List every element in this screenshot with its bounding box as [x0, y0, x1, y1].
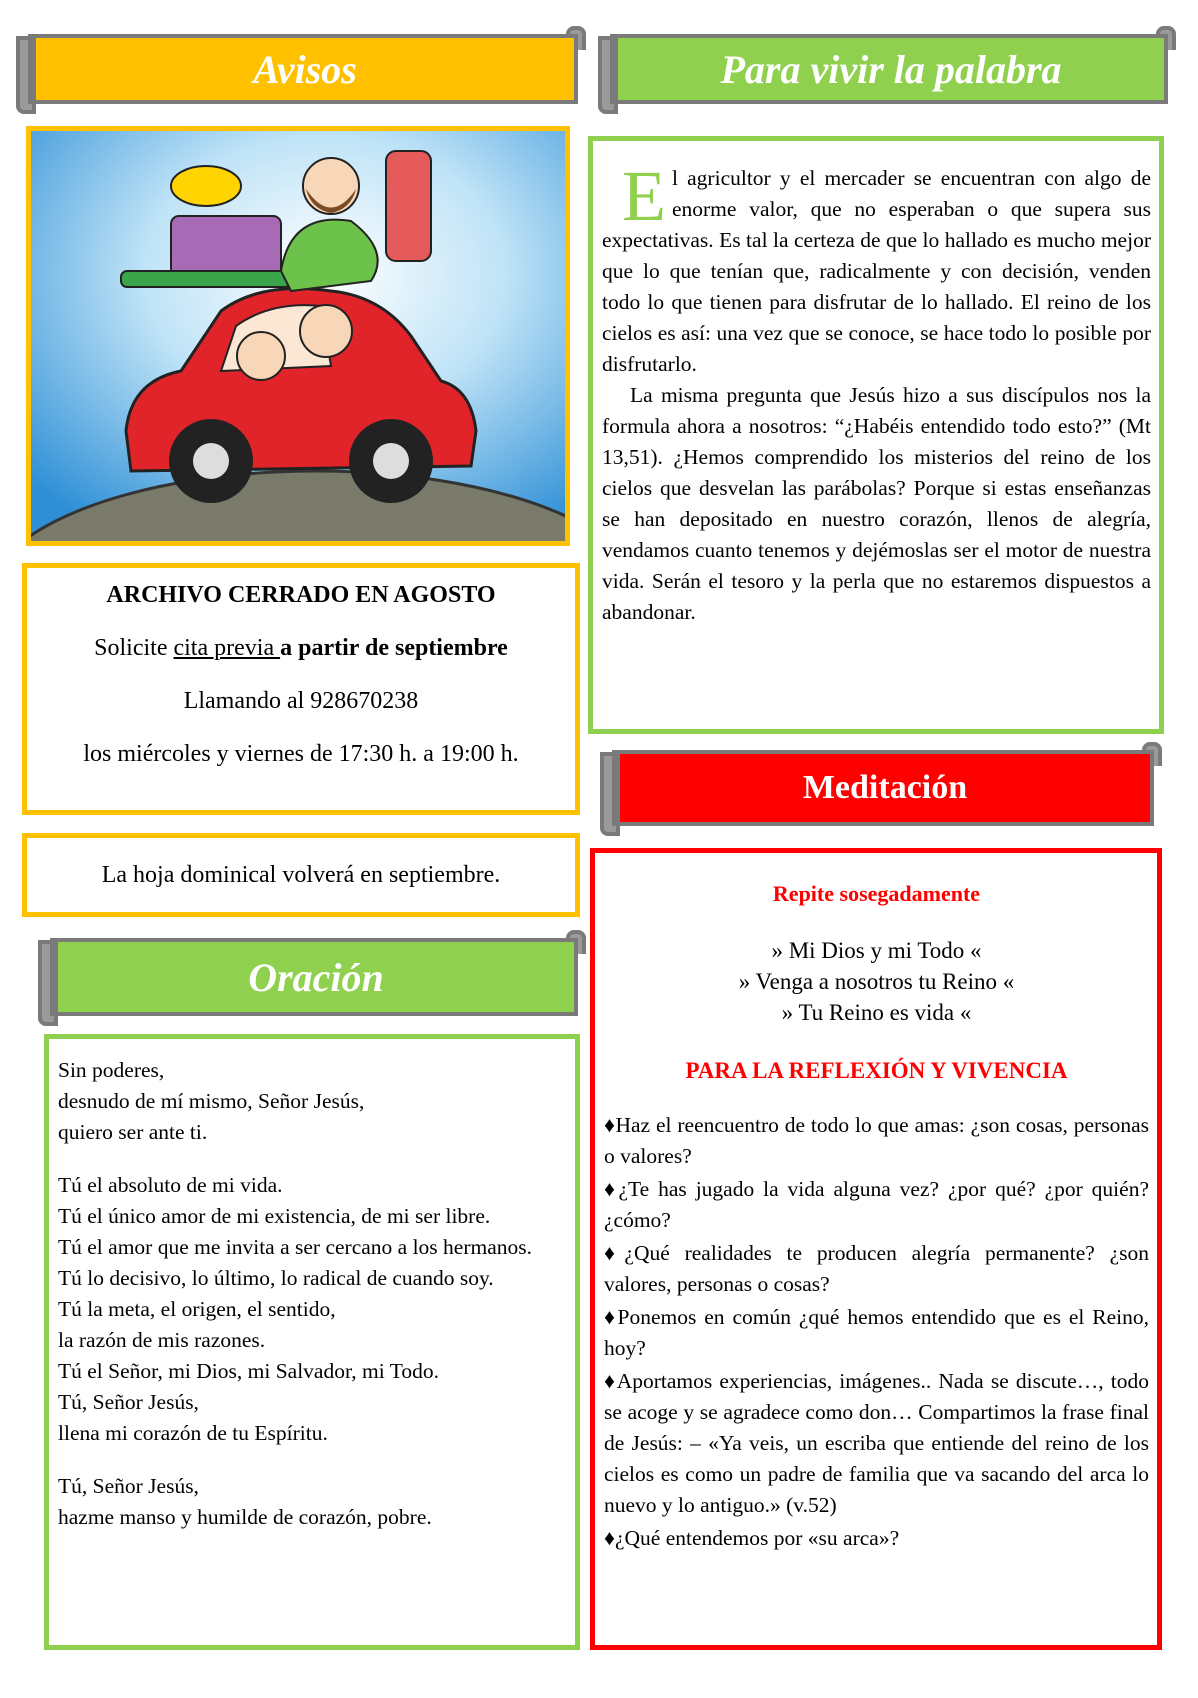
- reflexion-bullet: ♦¿Te has jugado la vida alguna vez? ¿por qué? ¿por quién? ¿cómo?: [604, 1177, 1149, 1232]
- face: [237, 332, 285, 380]
- repite-line: » Mi Dios y mi Todo «: [771, 938, 982, 963]
- reflexion-bullet: ♦¿Qué entendemos por «su arca»?: [604, 1526, 900, 1550]
- vivir-p1-text: l agricultor y el mercader se encuentran con algo de enorme valor, que no esperaban o que supera sus expectativas. Es tal la certeza de que lo hallado es mucho mejor que lo que tenían que, radicalmente y con decisión, venden todo lo que tienen para disfrutar de lo hallado. El reino de los cielos es así: una vez que se conoce, se hace todo lo posible por disfrutarlo.: [602, 166, 1151, 376]
- repite-line: » Venga a nosotros tu Reino «: [738, 969, 1015, 994]
- oracion-line: Tú, Señor Jesús,: [58, 1474, 199, 1498]
- hoja-text: La hoja dominical volverá en septiembre.: [101, 861, 501, 888]
- face: [300, 305, 352, 357]
- oracion-line: Tú lo decisivo, lo último, lo radical de cuando soy.: [58, 1266, 494, 1290]
- hoja-box: [22, 833, 580, 917]
- avisos-title: Avisos: [28, 34, 578, 104]
- meditacion-title: Meditación: [612, 750, 1154, 826]
- oracion-line: desnudo de mí mismo, Señor Jesús,: [58, 1089, 365, 1113]
- horario-line: los miércoles y viernes de 17:30 h. a 19:00 h.: [83, 741, 519, 767]
- vivir-paragraph-1: [602, 156, 1151, 380]
- archivo-box: [22, 563, 580, 815]
- man-head: [303, 158, 359, 214]
- reflexion-bullets: [604, 1110, 1149, 1554]
- duck: [171, 166, 241, 206]
- oracion-line: Tú la meta, el origen, el sentido,: [58, 1297, 336, 1321]
- car-illustration-svg: [31, 131, 565, 541]
- solicite-line: [27, 635, 575, 662]
- reflexion-bullet: ♦¿Qué realidades te producen alegría permanente? ¿son valores, personas o cosas?: [604, 1241, 1149, 1296]
- avisos-banner: [14, 26, 586, 114]
- repite-line: » Tu Reino es vida «: [781, 1000, 972, 1025]
- solicite-bold: a partir de septiembre: [280, 635, 508, 661]
- oracion-line: llena mi corazón de tu Espíritu.: [58, 1421, 328, 1445]
- oracion-stanza-2: [58, 1170, 567, 1449]
- meditacion-box: [590, 848, 1162, 1650]
- vivir-paragraph-2: [602, 380, 1151, 628]
- oracion-line: Tú el amor que me invita a ser cercano a los hermanos.: [58, 1235, 533, 1259]
- oracion-line: Tú el Señor, mi Dios, mi Salvador, mi Todo.: [58, 1359, 439, 1383]
- oracion-line: la razón de mis razones.: [58, 1328, 266, 1352]
- oracion-line: quiero ser ante ti.: [58, 1120, 208, 1144]
- vivir-banner: [596, 26, 1176, 114]
- oracion-banner: [36, 930, 586, 1026]
- car-illustration: [26, 126, 570, 546]
- oracion-line: Tú, Señor Jesús,: [58, 1390, 199, 1414]
- oracion-box: [44, 1034, 580, 1650]
- oracion-title: Oración: [50, 938, 578, 1016]
- archivo-heading: ARCHIVO CERRADO EN AGOSTO: [106, 582, 496, 608]
- cita-previa-link[interactable]: cita previa: [173, 635, 281, 661]
- oracion-line: Tú el absoluto de mi vida.: [58, 1173, 283, 1197]
- umbrella: [121, 271, 291, 287]
- meditacion-banner: [598, 742, 1162, 836]
- repite-lines: [604, 935, 1149, 1028]
- reflexion-bullet: ♦Haz el reencuentro de todo lo que amas: ¿son cosas, personas o valores?: [604, 1113, 1149, 1168]
- vivir-p2-text: La misma pregunta que Jesús hizo a sus discípulos nos la formula ahora a nosotros: “¿Habéis entendido todo esto?” (Mt 13,51). ¿Hemos comprendido los misterios del reino de los cielos que desvelan las parábolas? Porque si estas enseñanzas se han depositado en nuestro corazón, llenos de alegría, vendamos cuanto tenemos y dejémoslas ser el motor de nuestra vida. Serán el tesoro y la perla que no estaremos dispuestos a abandonar.: [602, 383, 1151, 624]
- llamando-line: Llamando al 928670238: [183, 688, 419, 714]
- oracion-line: Tú el único amor de mi existencia, de mi ser libre.: [58, 1204, 491, 1228]
- hubcap: [193, 443, 229, 479]
- oracion-line: hazme manso y humilde de corazón, pobre.: [58, 1505, 432, 1529]
- solicite-prefix: Solicite: [94, 635, 174, 661]
- luggage: [171, 216, 281, 276]
- reflexion-bullet: ♦Aportamos experiencias, imágenes.. Nada se discute…, todo se acoge y se agradece como don… Compartimos la frase final de Jesús: – «Ya veis, un escriba que entiende del reino de los cielos es como un padre de familia que va sacando del arca lo nuevo y lo antiguo.» (v.52): [604, 1369, 1149, 1517]
- reflexion-heading: PARA LA REFLEXIÓN Y VIVENCIA: [685, 1058, 1068, 1083]
- vivir-box: [588, 136, 1164, 734]
- repite-heading: Repite sosegadamente: [772, 881, 981, 906]
- oracion-stanza-3: [58, 1471, 567, 1533]
- oracion-line: Sin poderes,: [58, 1058, 165, 1082]
- hubcap: [373, 443, 409, 479]
- dropcap: E: [622, 156, 666, 236]
- red-object: [386, 151, 431, 261]
- reflexion-bullet: ♦Ponemos en común ¿qué hemos entendido que es el Reino, hoy?: [604, 1305, 1149, 1360]
- vivir-title: Para vivir la palabra: [610, 34, 1168, 104]
- oracion-stanza-1: [58, 1055, 567, 1148]
